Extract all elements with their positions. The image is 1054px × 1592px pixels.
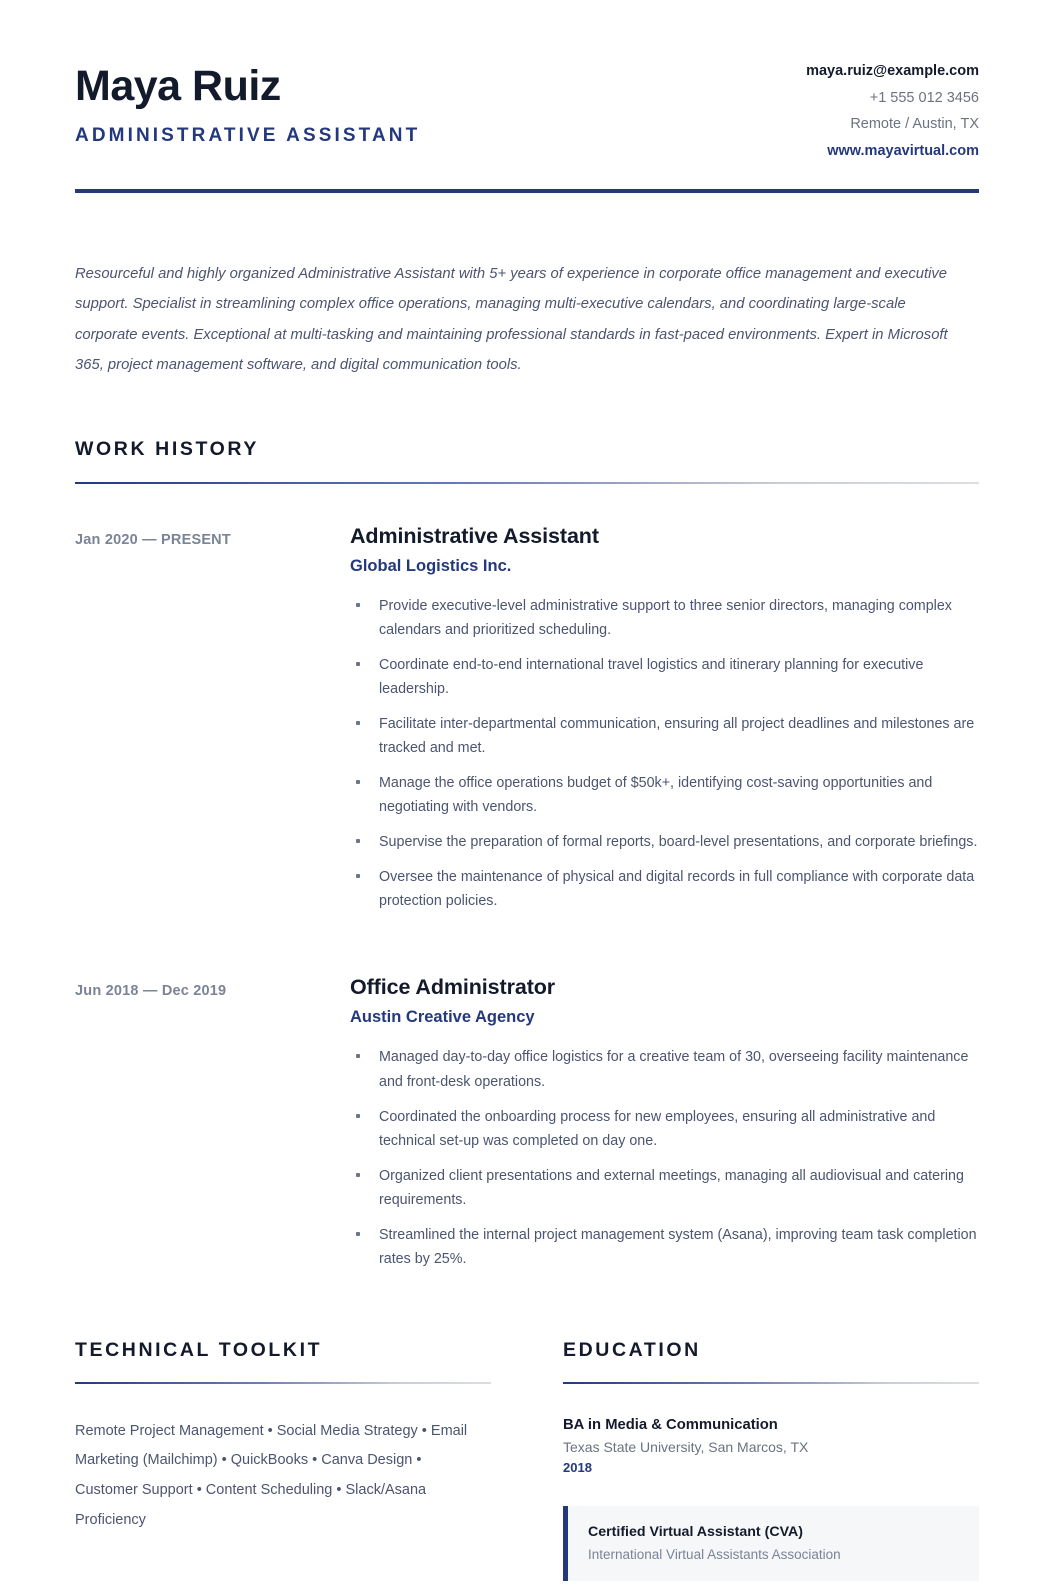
candidate-job-title: ADMINISTRATIVE ASSISTANT	[75, 125, 421, 147]
education-divider	[563, 1382, 979, 1384]
resume-header	[75, 0, 979, 158]
work-bullet: Coordinated the onboarding process for new employees, ensuring all administrative and technical set-up was completed on day one.	[350, 1105, 979, 1153]
technical-toolkit-section	[75, 1339, 491, 1581]
technical-toolkit-divider	[75, 1382, 491, 1384]
work-bullet: Facilitate inter-departmental communication, ensuring all project deadlines and milestones are tracked and met.	[350, 712, 979, 760]
work-entry	[75, 524, 979, 913]
work-bullet: Managed day-to-day office logistics for a creative team of 30, overseeing facility maintenance and front-desk operations.	[350, 1045, 979, 1093]
work-bullet: Streamlined the internal project management system (Asana), improving team task completion rates by 25%.	[350, 1223, 979, 1271]
work-bullet: Supervise the preparation of formal reports, board-level presentations, and corporate briefings.	[350, 830, 979, 854]
work-entry-dates: Jan 2020 — PRESENT	[75, 532, 231, 549]
contact-website[interactable]: www.mayavirtual.com	[827, 142, 979, 159]
contact-email[interactable]: maya.ruiz@example.com	[806, 63, 979, 79]
work-entry-bullets	[350, 594, 979, 913]
certification-name: Certified Virtual Assistant (CVA)	[588, 1523, 803, 1540]
work-history-section	[75, 438, 979, 1270]
work-bullet: Manage the office operations budget of $50k+, identifying cost-saving opportunities and negotiating with vendors.	[350, 771, 979, 819]
bottom-columns	[75, 1339, 979, 1581]
work-history-title: WORK HISTORY	[75, 438, 259, 461]
work-entry-bullets	[350, 1045, 979, 1270]
education-school: Texas State University, San Marcos, TX	[563, 1438, 809, 1455]
contact-block	[806, 58, 979, 158]
certification-issuer: International Virtual Assistants Association	[588, 1546, 841, 1562]
work-entry-company: Global Logistics Inc.	[350, 557, 512, 576]
education-degree: BA in Media & Communication	[563, 1416, 778, 1433]
work-entry-body	[350, 975, 979, 1270]
education-year: 2018	[563, 1459, 592, 1475]
work-entry-company: Austin Creative Agency	[350, 1008, 535, 1027]
work-entry-role: Office Administrator	[350, 975, 556, 1000]
work-bullet: Organized client presentations and external meetings, managing all audiovisual and catering requirements.	[350, 1164, 979, 1212]
work-entry-body	[350, 524, 979, 913]
education-title: EDUCATION	[563, 1338, 701, 1361]
work-entry	[75, 975, 979, 1270]
technical-toolkit-title: TECHNICAL TOOLKIT	[75, 1338, 323, 1361]
education-entry	[563, 1417, 979, 1475]
professional-summary: Resourceful and highly organized Administrative Assistant with 5+ years of experience in corporate office management and executive support. Specialist in streamlining complex office operations, managing multi-executive calendars, and coordinating large-scale corporate events. Exceptional at multi-tasking and maintaining professional standards in fast-paced environments. Expert in Microsoft 365, project management software, and digital communication tools.	[75, 266, 948, 373]
work-entry-dates: Jun 2018 — Dec 2019	[75, 983, 227, 1000]
candidate-name: Maya Ruiz	[75, 62, 281, 110]
skills-list: Remote Project Management • Social Media Strategy • Email Marketing (Mailchimp) • QuickBooks • Canva Design • Customer Support • Content Scheduling • Slack/Asana Proficiency	[75, 1422, 468, 1528]
contact-phone[interactable]: +1 555 012 3456	[869, 89, 979, 106]
work-bullet: Coordinate end-to-end international travel logistics and itinerary planning for executive leadership.	[350, 653, 979, 701]
work-history-divider	[75, 482, 979, 484]
contact-location: Remote / Austin, TX	[850, 116, 979, 132]
work-bullet: Oversee the maintenance of physical and digital records in full compliance with corporate data protection policies.	[350, 865, 979, 913]
work-bullet: Provide executive-level administrative support to three senior directors, managing complex calendars and prioritized scheduling.	[350, 594, 979, 642]
header-divider	[75, 189, 979, 193]
work-entry-role: Administrative Assistant	[350, 524, 599, 549]
education-section	[563, 1339, 979, 1581]
identity-block	[75, 58, 420, 147]
certification-card	[563, 1506, 979, 1581]
